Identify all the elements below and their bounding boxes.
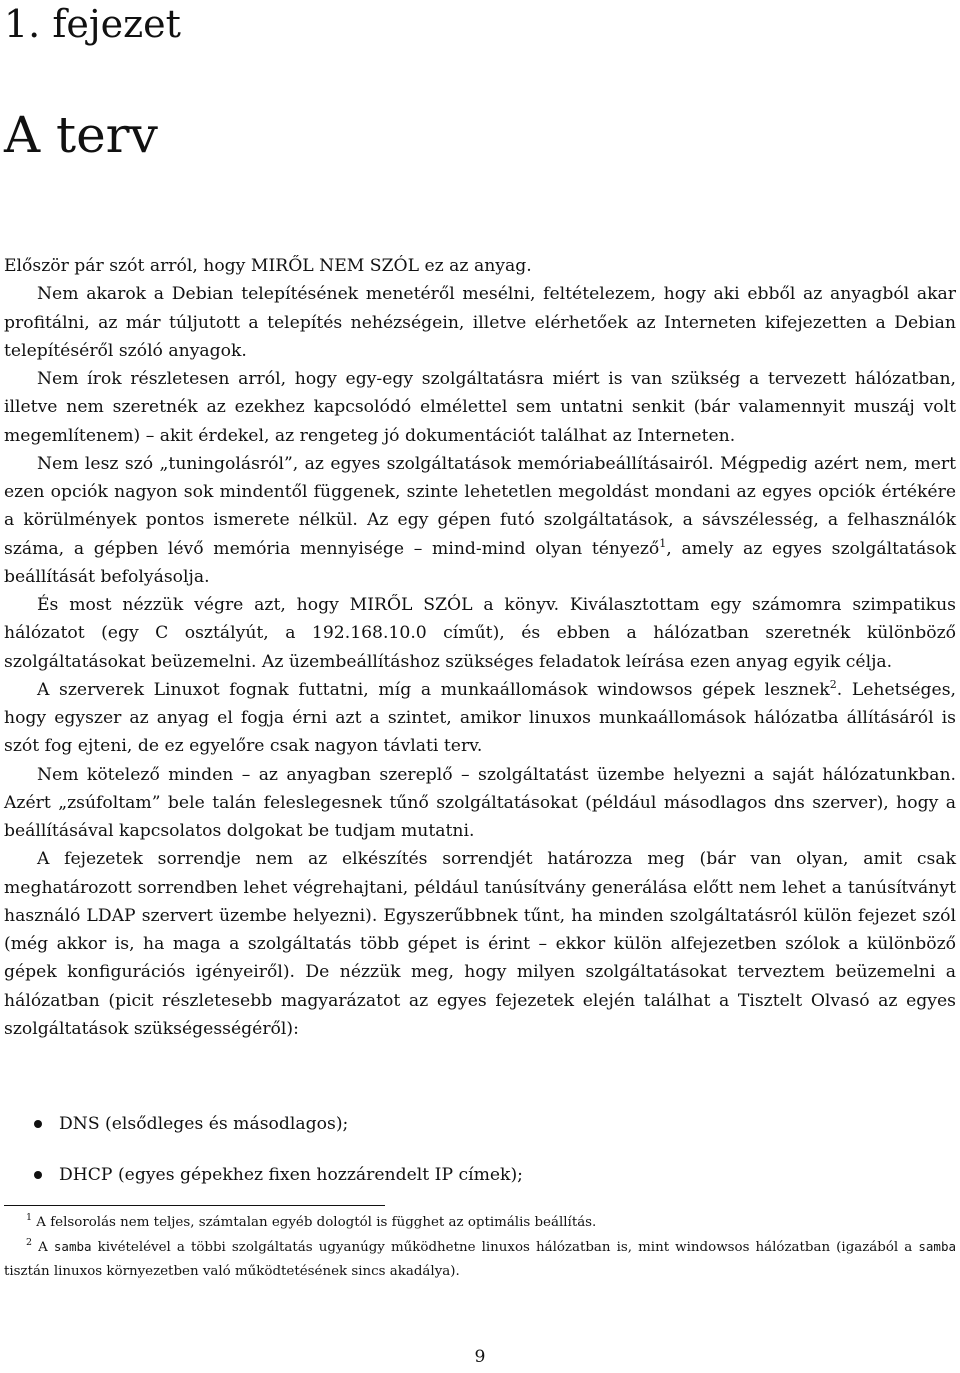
body-text [4,252,956,1043]
paragraph-7: Nem kötelező minden – az anyagban szereplő – szolgáltatást üzembe helyezni a saját hálózatunkban. Azért „zsúfoltam” bele talán feleslegesnek tűnő szolgáltatásokat (például másodlagos dns szerver), hogy a beállításával kapcsolatos dolgokat be tudjam mutatni. [4,764,956,841]
footnotes [4,1211,956,1284]
chapter-title: A terv [4,106,158,164]
paragraph-4 [4,450,956,591]
paragraph-6-text-end: . Lehetséges, hogy egyszer az anyag el fogja érni azt a szintet, amikor linuxos munkaállomások hálózatba állításáról is szót fog ejteni, de ez egyelőre csak nagyon távlati terv. [4,679,956,757]
footnote-2-mark: 2 [26,1237,33,1248]
footnote-1-mark: 1 [26,1212,33,1223]
code-samba: samba [918,1239,957,1254]
page-number: 9 [474,1347,486,1367]
footnote-2-text: A [32,1240,54,1255]
footnote-ref-2[interactable]: 2 [829,677,837,691]
paragraph-6-text: A szerverek Linuxot fognak futtatni, míg a munkaállomások windowsos gépek lesznek [37,679,830,700]
paragraph-3: Nem írok részletesen arról, hogy egy-egy szolgáltatásra miért is van szükség a tervezett hálózatban, illetve nem szeretnék az ezekhez kapcsolódó elmélettel sem untatni senkit (bár valamennyit muszáj volt megemlítenem) – akit érdekel, az rengeteg jó dokumentációt találhat az Interneten. [4,369,956,446]
footnote-ref-1[interactable]: 1 [659,536,667,550]
paragraph-6 [4,676,956,761]
footnote-2 [4,1235,956,1284]
bullet-icon [34,1120,42,1128]
footnote-2-text-end: tisztán linuxos környezetben való működtetésének sincs akadálya). [4,1264,460,1279]
footnote-1 [4,1211,956,1235]
footnote-2-text-mid: kivételével a többi szolgáltatás ugyanúgy működhetne linuxos hálózatban is, mint windowsos hálózatban (igazából a [91,1240,919,1255]
footnote-rule [4,1205,385,1206]
paragraph-4-text-end: , amely az egyes szolgáltatások beállítását befolyásolja. [4,538,956,587]
code-samba: samba [53,1239,92,1254]
list-item-text: DHCP (egyes gépekhez fixen hozzárendelt IP címek); [59,1165,523,1185]
paragraph-8: A fejezetek sorrendje nem az elkészítés sorrendjét határozza meg (bár van olyan, amit csak meghatározott sorrendben lehet végrehajtani, például tanúsítvány generálása előtt nem lehet a tanúsítványt használó LDAP szervert üzembe helyezni). Egyszerűbbnek tűnt, ha minden szolgáltatásról külön fejezet szól (még akkor is, ha maga a szolgáltatás több gépet is érint – ekkor külön alfejezetben szólok a különböző gépek konfigurációs igényeiről). De nézzük meg, hogy milyen szolgáltatásokat terveztem beüzemelni a hálózatban (picit részletesebb magyarázatot az egyes fejezetek elején találhat a Tisztelt Olvasó az egyes szolgáltatások szükségességéről): [4,849,956,1039]
footnote-1-text: A felsorolás nem teljes, számtalan egyéb dologtól is függhet az optimális beállítás. [32,1215,597,1230]
paragraph-4-text: Nem lesz szó „tuningolásról”, az egyes szolgáltatások memóriabeállításairól. Mégpedig azért nem, mert ezen opciók nagyon sok mindentől függenek, szinte lehetetlen megoldást mondani az egyes opciók értékére a körülmények pontos ismerete nélkül. Az egy gépen futó szolgáltatások, a sávszélesség, a felhasználók száma, a gépben lévő memória mennyisége – mind-mind olyan tényező [4,453,956,559]
bullet-icon [34,1171,42,1179]
list-item-text: DNS (elsődleges és másodlagos); [59,1114,349,1134]
paragraph-1: Először pár szót arról, hogy MIRŐL NEM SZÓL ez az anyag. [4,256,532,276]
paragraph-2: Nem akarok a Debian telepítésének menetéről mesélni, feltételezem, hogy aki ebből az anyagból akar profitálni, az már túljutott a telepítés nehézségein, illetve elérhetőek az Interneten kifejezetten a Debian telepítéséről szóló anyagok. [4,284,956,361]
paragraph-5: És most nézzük végre azt, hogy MIRŐL SZÓL a könyv. Kiválasztottam egy számomra szimpatikus hálózatot (egy C osztályút, a 192.168.10.0 címűt), és ebben a hálózatban szeretnék különböző szolgáltatásokat beüzemelni. Az üzembeállításhoz szükséges feladatok leírása ezen anyag egyik célja. [4,595,956,672]
chapter-label: 1. fejezet [4,2,181,46]
